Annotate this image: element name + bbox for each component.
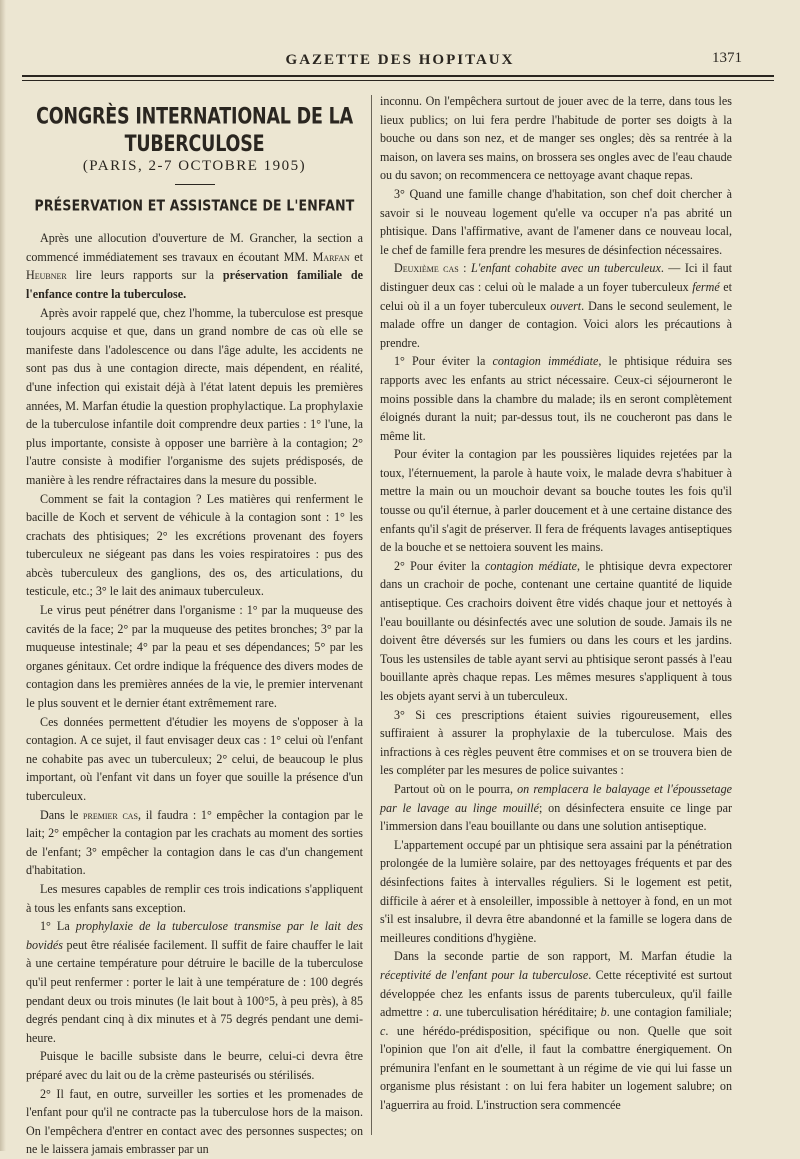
paragraph: 2° Pour éviter la contagion médiate, le phtisique devra expectorer dans un crachoir de poche, contenant une certaine quantité de liquide antiseptique. Ces crachoirs doivent être vidés chaque jour et nettoyés à l'eau bouillante ou désinfectés avec une solution de soude. Jamais ils ne doivent être déversés sur les fumiers ou dans les cours et les jardins. Tous les ustensiles de table ayant servi au phtisique seront passés à l'eau bouillante après chaque repas. Les mêmes mesures s'appliquent à tous les objets ayant servi à un tuberculeux. <box>380 558 732 703</box>
paragraph: Pour éviter la contagion par les poussières liquides rejetées par la toux, l'éternuement, la parole à haute voix, le malade devra s'habituer à mettre la main ou un mouchoir devant sa bouche toutes les fois qu'il tousse ou qu'il éternue, à parler doucement et à une certaine distance des enfants qu'il s'agit de préserver. Il fera de fréquents lavages antiseptiques de la bouche et se nettoiera souvent les mains. <box>380 447 732 555</box>
paragraph: 1° Pour éviter la contagion immédiate, le phtisique réduira ses rapports avec les enfants au strict nécessaire. Ceux-ci séjourneront le moins possible dans la chambre du malade; ils en seront complètement éloignés durant la nuit; par-dessus tout, ils ne coucheront pas dans le même lit. <box>380 354 732 443</box>
page-number: 1371 <box>712 50 742 66</box>
paragraph: L'appartement occupé par un phtisique sera assaini par la pénétration prolongée de la lumière solaire, par des nettoyages fréquents et par des désinfections faites à intervalles réguliers. Si le logement est petit, difficile à aérer et à ensoleiller, impossible à nettoyer à fond, en un mot s'il est insalubre, il devra être abandonné et la famille se logera dans de meilleures conditions d'hygiène. <box>380 837 732 945</box>
paragraph: 3° Si ces prescriptions étaient suivies rigoureusement, elles suffiraient à assurer la prophylaxie de la tuberculose. Mais des infractions à ces règles peuvent être commises et on se trouvera bien de les compléter par les mesures de police suivantes : <box>380 707 732 778</box>
congress-subtitle: (PARIS, 2-7 OCTOBRE 1905) <box>82 158 307 174</box>
paragraph: Dans le premier cas, il faudra : 1° empêcher la contagion par le lait; 2° empêcher la contagion par les crachats au moment des sorties de l'enfant; 3° empêcher la contagion dans le cas d'un changement d'habitation. <box>26 807 364 878</box>
running-head: GAZETTE DES HOPITAUX <box>285 52 515 68</box>
right-column <box>380 92 732 1115</box>
paragraph: Après avoir rappelé que, chez l'homme, la tuberculose est presque toujours acquise et que, dans un grand nombre de cas où elle se manifeste dans l'adolescence ou dans l'âge adulte, les accidents ne sont pas dus à une contagion directe, mais dépendent, en réalité, d'une infection qui existait déjà à l'état latent depuis les premières années, M. Marfan étudie la question prophylactique. La prophylaxie de la tuberculose infantile doit comprendre deux parties : 1° l'une, la plus importante, consiste à opposer une barrière à la contagion; 2° l'autre consiste à modifier l'organisme des sujets prédisposés, de manière à les rendre réfractaires dans la mesure du possible. <box>26 305 363 487</box>
paragraph: Le virus peut pénétrer dans l'organisme : 1° par la muqueuse des cavités de la face; 2° par la muqueuse des petites bronches; 3° par la muqueuse intestinale; 4° par la peau et ses dépendances; 5° par les organes génitaux. Cet ordre indique la fréquence des divers modes de contagion dans les premières années de la vie, le premier intervenant le plus souvent et le dernier étant extrêmement rare. <box>26 603 363 711</box>
page-edge-shadow <box>0 0 6 1151</box>
title-separator <box>175 184 215 185</box>
header-rule-thin <box>22 80 774 81</box>
paragraph: inconnu. On l'empêchera surtout de jouer avec de la terre, dans tous les lieux publics; on lui fera perdre l'habitude de porter ses doigts à la bouche ou dans son nez, et de manger ses ongles; dès sa rentrée à la maison, on lavera ses mains, on brossera ses ongles avec de l'eau chaude ou du savon; on recommencera ce nettoyage avant chaque repas. <box>380 94 732 183</box>
paragraph: Comment se fait la contagion ? Les matières qui renferment le bacille de Koch et servent de véhicule à la contagion sont : 1° les crachats des phtisiques; 2° les excrétions provenant des foyers tuberculeux ne siégeant pas dans les voies respiratoires : pus des abcès tuberculeux des ganglions, des os, des articulations, du testicule, etc.; 3° le lait des animaux tuberculeux. <box>26 491 363 599</box>
paragraph: Deuxième cas : L'enfant cohabite avec un tuberculeux. — Ici il faut distinguer deux cas : celui où le malade a un foyer tuberculeux fermé et celui où il a un foyer tuberculeux ouvert. Dans le second seulement, le malade offre un danger de contagion. Voici alors les précautions à prendre. <box>380 261 733 350</box>
section-title: PRÉSERVATION ET ASSISTANCE DE L'ENFANT <box>34 195 355 214</box>
paragraph: Les mesures capables de remplir ces trois indications s'appliquent à tous les enfants sans exception. <box>26 881 363 915</box>
paragraph: Ces données permettent d'étudier les moyens de s'opposer à la contagion. A ce sujet, il faut envisager deux cas : 1° celui où l'enfant ne cohabite pas avec un tuberculeux; 2° celui, de beaucoup le plus important, où l'enfant vit dans un foyer que souille la présence d'un tuberculeux. <box>26 714 363 803</box>
congress-title: CONGRÈS INTERNATIONAL DE LA TUBERCULOSE <box>36 104 353 158</box>
paragraph-intro: Après une allocution d'ouverture de M. Grancher, la section a commencé immédiatement ses travaux en écoutant MM. Marfan et Heubner lire leurs rapports sur la préservation familiale de l'enfance contre la tuberculose. <box>26 231 363 301</box>
left-column <box>26 92 363 1159</box>
column-divider <box>371 95 372 1135</box>
paragraph: Puisque le bacille subsiste dans le beurre, celui-ci devra être préparé avec du lait ou de la crème pasteurisés ou stérilisés. <box>26 1049 363 1082</box>
paragraph: 3° Quand une famille change d'habitation, son chef doit chercher à savoir si le nouveau logement qu'elle va occuper n'a pas abrité un phtisique. Dans l'affirmative, avant de l'amener dans ce nouveau local, le chef de famille fera prendre les mesures de désinfection nécessaires. <box>380 186 732 257</box>
paragraph: 1° La prophylaxie de la tuberculose transmise par le lait des bovidés peut être réalisée facilement. Il suffit de faire chauffer le lait à une certaine température pour détruire le bacille de la tuberculose qu'il peut renfermer : porter le lait à une température de : 100 degrés pendant deux ou trois minutes (le lait bout à 100°5, à peu près), à 85 degrés pendant cinq à dix minutes et à 75 degrés pendant une demi-heure. <box>26 919 363 1045</box>
paragraph: 2° Il faut, en outre, surveiller les sorties et les promenades de l'enfant pour qu'il ne contracte pas la tuberculose hors de la maison. On l'empêchera d'entrer en contact avec des personnes suspectes; on ne le laissera jamais embrasser par un <box>26 1086 363 1157</box>
paragraph: Partout où on le pourra, on remplacera le balayage et l'époussetage par le lavage au linge mouillé; on désinfectera ensuite ce linge par l'immersion dans l'eau bouillante ou dans une solution antiseptique. <box>380 781 732 834</box>
paragraph: Dans la seconde partie de son rapport, M. Marfan étudie la réceptivité de l'enfant pour la tuberculose. Cette réceptivité est surtout développée chez les enfants issus de parents tuberculeux, qu'il faille admettre : a. une tuberculisation héréditaire; b. une contagion familiale; c. une hérédo-prédisposition, spécifique ou non. Quelle que soit l'opinion que l'on ait d'elle, il faut la combattre énergiquement. On prémunira l'enfant en le soumettant à un régime de vie qui lui fasse un organisme plus résistant : on lui fera habiter un logement salubre; on l'aguerrira au froid. L'instruction sera commencée <box>380 949 733 1113</box>
header-rule-thick <box>22 75 774 77</box>
